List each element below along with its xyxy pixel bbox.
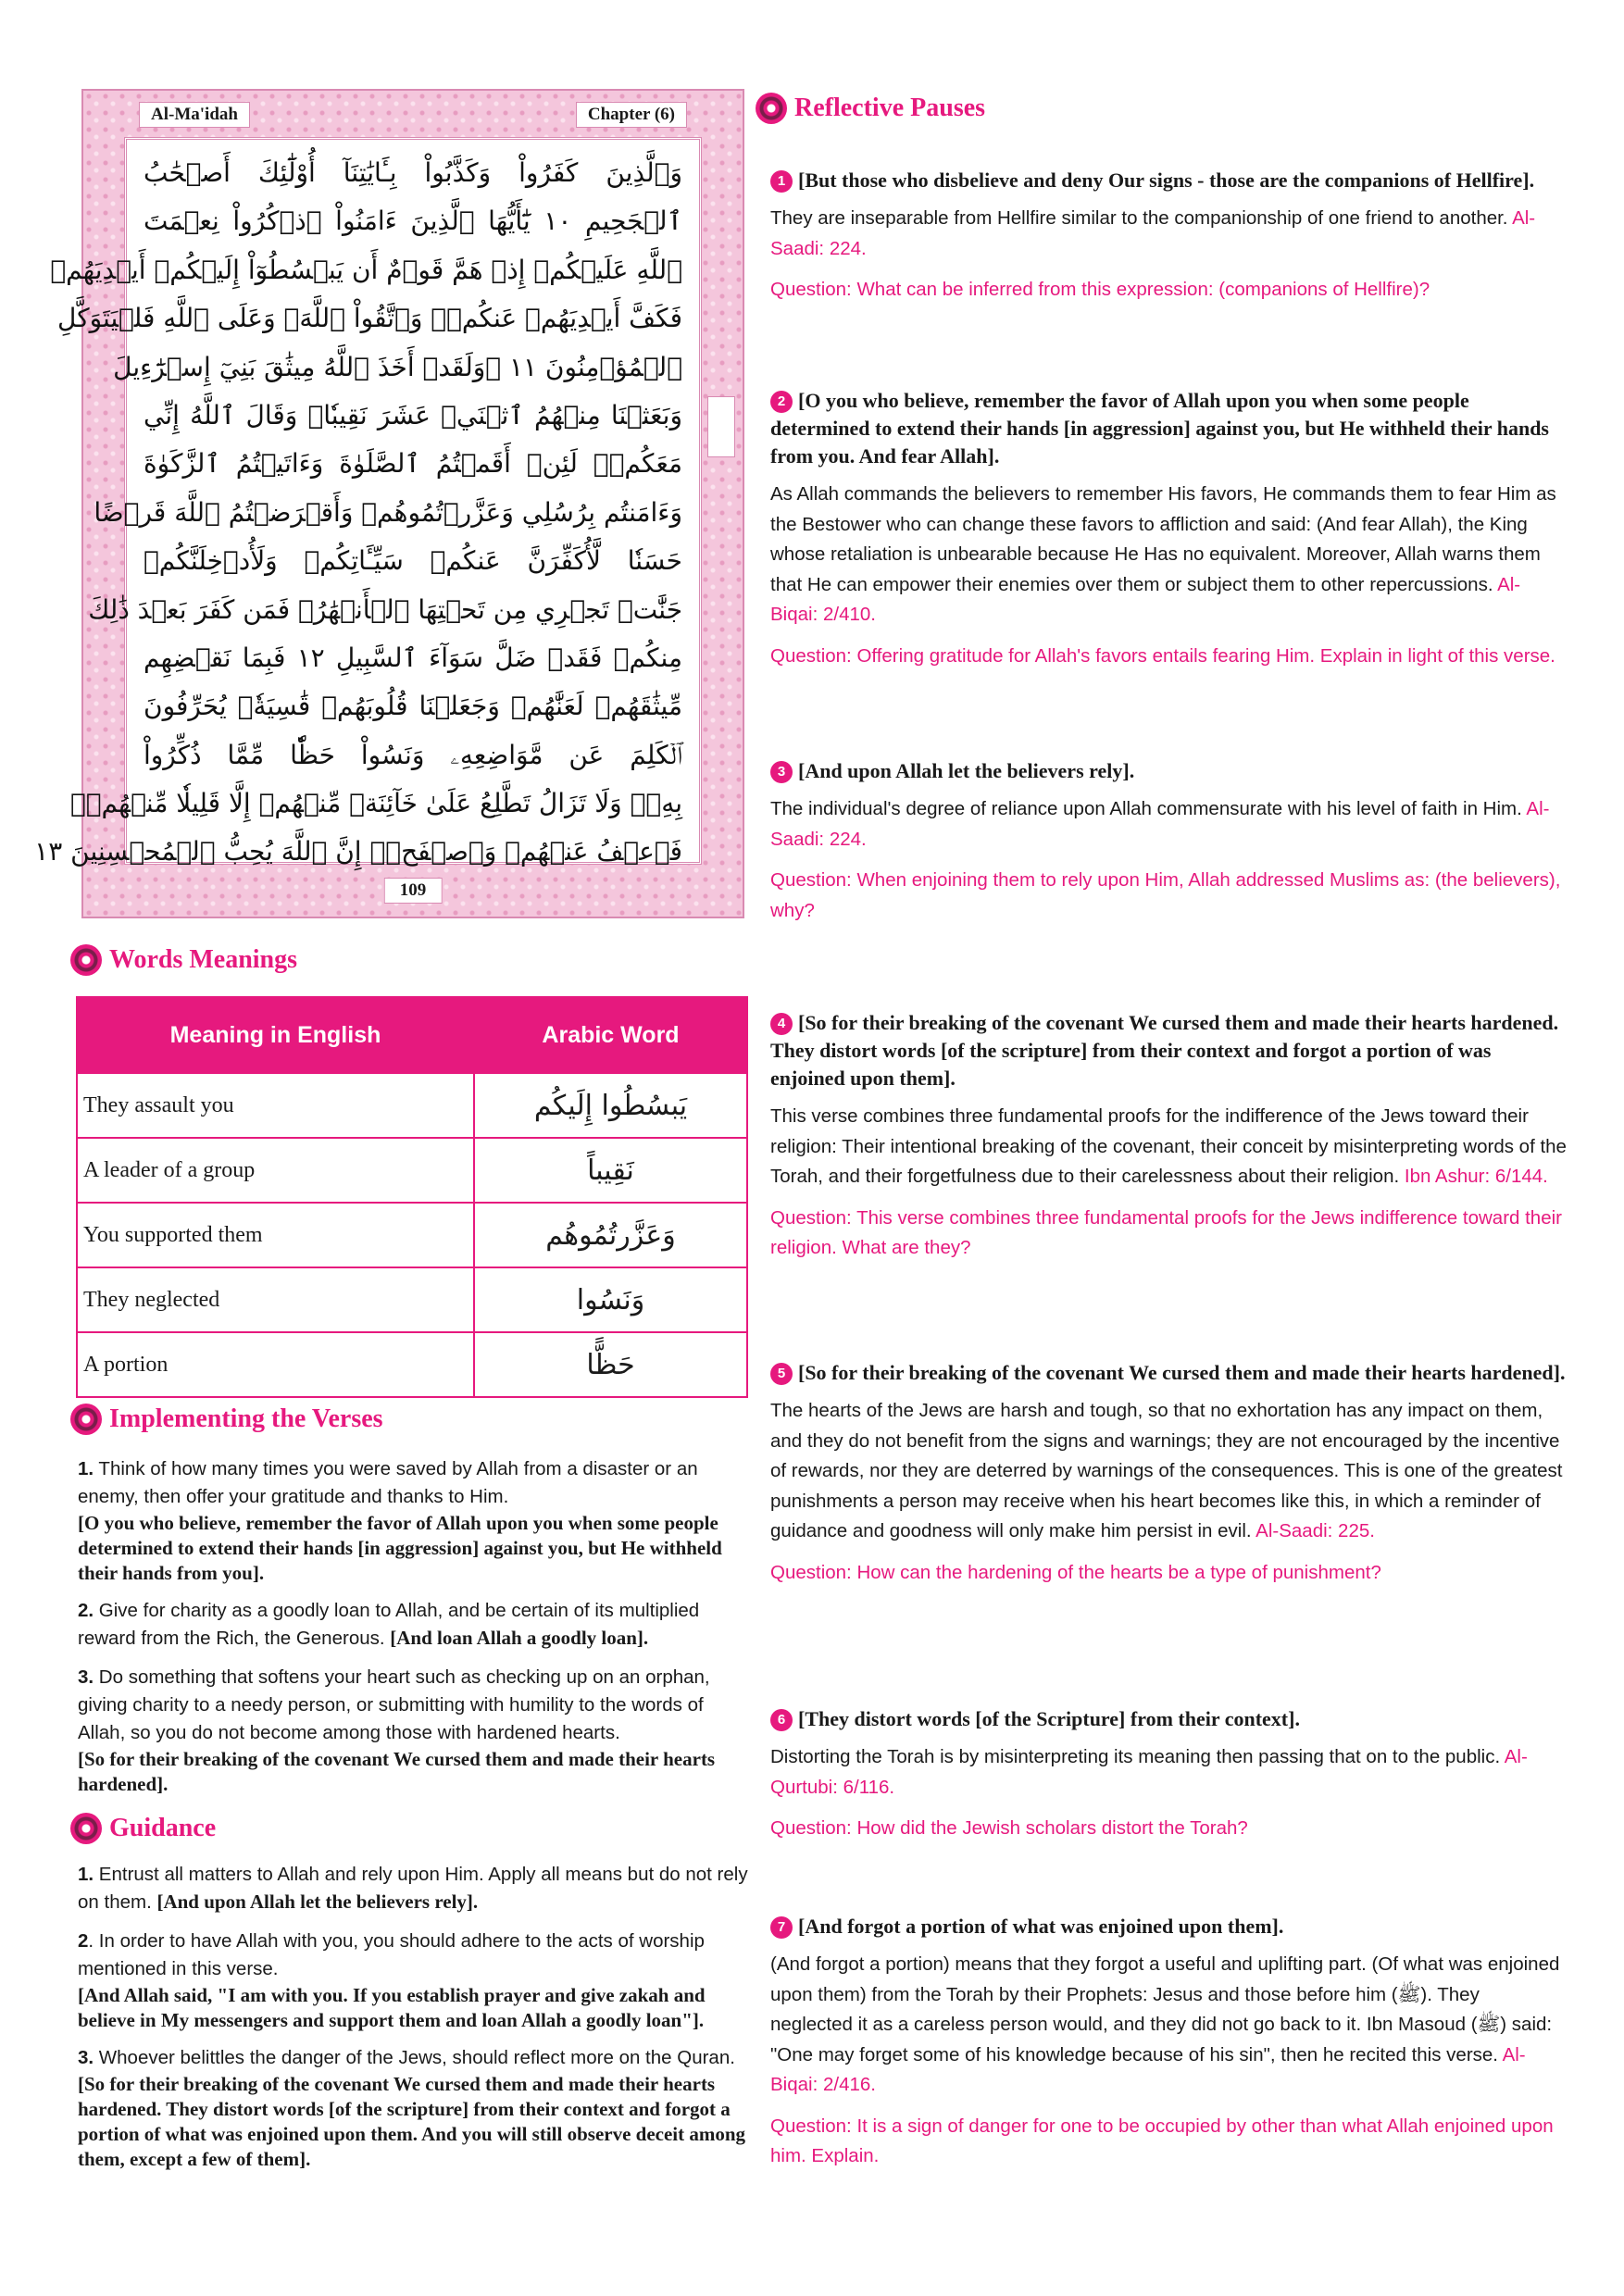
arabic-word: يَبسُطُوا إِلَيكُم (474, 1073, 747, 1138)
english-meaning: A portion (77, 1332, 474, 1397)
commentary-text: This verse combines three fundamental proofs for the indifference of the Jews toward their religion: Their intentional breaking of the covenant, their conceit by misinterpreting words of the Torah, and their forgetfulness due to their carelessness about their religion. (770, 1105, 1567, 1187)
quran-line: وَءَامَنتُم بِرُسُلِي وَعَزَّرۡتُمُوهُمۡ وَأَقۡرَضۡتُمُ ٱللَّهَ قَرۡضًا (94, 496, 682, 528)
item-verse: [And upon Allah let the believers rely]. (156, 1890, 479, 1913)
commentary-text: Distorting the Torah is by misinterpreting its meaning then passing that on to the public. (770, 1746, 1505, 1767)
source-reference: Ibn Ashur: 6/144. (1404, 1166, 1548, 1187)
source-reference: Al-Saadi: 224. (770, 798, 1550, 850)
reflection-verse (770, 167, 1567, 194)
source-reference: Al-Biqai: 2/410. (770, 573, 1521, 625)
quran-line: ٱللَّهِ عَلَيۡكُمۡ إِذۡ هَمَّ قَوۡمٌ أَن يَبۡسُطُوٓاْ إِلَيۡكُمۡ أَيۡدِيَهُمۡ (50, 254, 682, 285)
reflection-item (770, 167, 1567, 306)
quran-line: وَٱلَّذِينَ كَفَرُواْ وَكَذَّبُواْ بِـَٔايَٰتِنَآ أُوْلَٰٓئِكَ أَصۡحَٰبُ (144, 157, 682, 188)
reflection-question: Question: When enjoining them to rely upon Him, Allah addressed Muslims as: (the believers), why? (770, 869, 1561, 921)
table-row (77, 1138, 747, 1203)
english-meaning: A leader of a group (77, 1138, 474, 1203)
quran-line: ٱلۡكَلِمَ عَن مَّوَاضِعِهِۦ وَنَسُواْ حَظّٗا مِّمَّا ذُكِّرُواْ (144, 739, 682, 770)
item-number: 2. (78, 1600, 94, 1621)
reflection-item (770, 1359, 1567, 1588)
reflection-item (770, 387, 1567, 671)
reflection-body (770, 1102, 1567, 1192)
reflection-question: Question: This verse combines three fundamental proofs for the Jews indifference toward their religion. What are they? (770, 1206, 1562, 1258)
quran-line: مِنكُمۡ فَقَدۡ ضَلَّ سَوَآءَ ٱلسَّبِيلِ ١٢ فَبِمَا نَقۡضِهِم (144, 642, 682, 673)
quran-page-image (34, 89, 744, 918)
rosette-icon (756, 93, 787, 124)
item-text: . In order to have Allah with you, you should adhere to the acts of worship mentioned in this verse. (78, 1930, 705, 1979)
quran-line: ٱلۡمُؤۡمِنُونَ ١١ ۞وَلَقَدۡ أَخَذَ ٱللَّهُ مِيثَٰقَ بَنِيٓ إِسۡرَٰٓءِيلَ (113, 351, 682, 382)
arabic-word: نَقِيباً (474, 1138, 747, 1203)
source-reference: Al-Saadi: 224. (770, 207, 1536, 259)
source-reference: Al-Biqai: 2/416. (770, 2043, 1526, 2095)
col-header-arabic: Arabic Word (474, 997, 747, 1073)
number-badge: 5 (770, 1363, 793, 1385)
arabic-word: حَظًّا (474, 1332, 747, 1397)
item-number: 1. (78, 1458, 94, 1479)
item-number: 3. (78, 1666, 94, 1688)
implementing-list (78, 1455, 752, 1808)
reflection-item (770, 757, 1567, 926)
guidance-title: Guidance (109, 1814, 217, 1842)
reflection-question: Question: It is a sign of danger for one to be occupied by other than what Allah enjoined upon him. Explain. (770, 2115, 1554, 2166)
commentary-text: They are inseparable from Hellfire similar to the companionship of one friend to another. (770, 207, 1513, 229)
juz-marker-icon (707, 396, 735, 457)
arabic-word: وَنَسُوا (474, 1267, 747, 1332)
arabic-word: وَعَزَّرتُمُوهُم (474, 1203, 747, 1267)
number-badge: 1 (770, 170, 793, 193)
item-number: 3. (78, 2047, 94, 2068)
rosette-icon (70, 1404, 102, 1435)
quran-line: وَبَعَثۡنَا مِنۡهُمُ ٱثۡنَيۡ عَشَرَ نَقِيبٗاۖ وَقَالَ ٱللَّهُ إِنِّي (144, 399, 682, 430)
words-meanings-table (76, 996, 748, 1398)
reflection-body (770, 204, 1567, 264)
number-badge: 6 (770, 1709, 793, 1731)
implementing-title: Implementing the Verses (109, 1404, 383, 1433)
item-text: Do something that softens your heart such as checking up on an orphan, giving charity to a needy person, or submitting with humility to the words of Allah, so you do not become among those with hardened hearts. (78, 1666, 710, 1743)
words-meanings-heading (70, 944, 297, 976)
item-text: Give for charity as a goodly loan to Allah, and be certain of its multiplied reward from the Rich, the Generous. (78, 1600, 700, 1649)
quran-line: فَكَفَّ أَيۡدِيَهُمۡ عَنكُمۡۖ وَٱتَّقُواْ ٱللَّهَۚ وَعَلَى ٱللَّهِ فَلۡيَتَوَكَّلِ (57, 303, 682, 334)
english-meaning: You supported them (77, 1203, 474, 1267)
commentary-text: As Allah commands the believers to remember His favors, He commands them to fear Him as the Bestower who can change these favors to affliction and said: (And fear Allah), the King whose retaliation is unbearable because He Has no equivalent. Moreover, Allah warns them that He can empower their enemies over them or subject them to other repercussions. (770, 483, 1556, 595)
number-badge: 2 (770, 391, 793, 413)
table-row (77, 1332, 747, 1397)
quran-line: جَنَّٰتٖ تَجۡرِي مِن تَحۡتِهَا ٱلۡأَنۡهَٰرُۚ فَمَن كَفَرَ بَعۡدَ ذَٰلِكَ (88, 593, 682, 625)
reflection-question: Question: How can the hardening of the hearts be a type of punishment? (770, 1561, 1381, 1583)
list-item (78, 1861, 752, 1916)
mushaf-header (139, 102, 687, 128)
english-meaning: They neglected (77, 1267, 474, 1332)
verse-text: [So for their breaking of the covenant We cursed them and made their hearts hardened. They distort words [of the scripture] from their context and forgot a portion of was enjoined upon them]. (770, 1011, 1559, 1090)
table-row (77, 1203, 747, 1267)
quran-line: بِهِۦۚ وَلَا تَزَالُ تَطَّلِعُ عَلَىٰ خَآئِنَةٖ مِّنۡهُمۡ إِلَّا قَلِيلٗا مِّنۡهُمۡۖ (69, 788, 682, 819)
commentary-text: (And forgot a portion) means that they forgot a useful and uplifting part. (Of what was enjoined upon them) from the Torah by their Prophets: Jesus and those before him (ﷺ). They neglected it as a careless person would, and they did not go back to it. Ibn Masoud (ﷺ) said: "One may forget some of his knowledge because of his sin", then he recited this verse. (770, 1953, 1560, 2065)
verse-text: [So for their breaking of the covenant We cursed them and made their hearts hardened]. (798, 1361, 1566, 1384)
item-text: Entrust all matters to Allah and rely upon Him. Apply all means but do not rely on them. (78, 1864, 748, 1913)
list-item (78, 1455, 752, 1586)
quran-line: حَسَنٗا لَّأُكَفِّرَنَّ عَنكُمۡ سَيِّـَٔاتِكُمۡ وَلَأُدۡخِلَنَّكُمۡ (144, 545, 682, 577)
quran-line: ٱلۡجَحِيمِ ١٠ يَٰٓأَيُّهَا ٱلَّذِينَ ءَامَنُواْ ٱذۡكُرُواْ نِعۡمَتَ (144, 206, 682, 237)
number-badge: 4 (770, 1013, 793, 1035)
reflection-item (770, 1913, 1567, 2172)
reflection-body (770, 794, 1567, 855)
list-item (78, 2044, 752, 2172)
reflection-verse (770, 1359, 1567, 1387)
commentary-text: The hearts of the Jews are harsh and tough, so that no exhortation has any impact on them, and they do not benefit from the signs and warnings; they are not encouraged by the incentive of rewards, nor they are deterred by warnings of the consequences. This is one of the greatest punishments a person may receive when his heart becomes like this, in which a reminder of guidance and goodness will only make him persist in evil. (770, 1400, 1563, 1541)
reflection-item (770, 1009, 1567, 1264)
reflection-verse (770, 1913, 1567, 1940)
reflection-body (770, 1742, 1567, 1803)
reflective-title: Reflective Pauses (794, 94, 986, 122)
quran-line: فَٱعۡفُ عَنۡهُمۡ وَٱصۡفَحۡۚ إِنَّ ٱللَّهَ يُحِبُّ ٱلۡمُحۡسِنِينَ ١٣ (34, 836, 682, 867)
implementing-heading (70, 1404, 383, 1435)
source-reference: Al-Saadi: 225. (1255, 1520, 1375, 1541)
reflection-body (770, 1950, 1567, 2101)
item-text: Whoever belittles the danger of the Jews, should reflect more on the Quran. (94, 2047, 735, 2068)
reflection-verse (770, 1705, 1567, 1733)
reflection-item (770, 1705, 1567, 1844)
item-text: Think of how many times you were saved by Allah from a disaster or an enemy, then offer your gratitude and thanks to Him. (78, 1458, 698, 1507)
item-verse: [O you who believe, remember the favor of Allah upon you when some people determined to extend their hands [in aggression] against you, but He withheld their hands from you]. (78, 1512, 722, 1584)
item-verse: [And loan Allah a goodly loan]. (390, 1627, 649, 1649)
reflection-question: Question: How did the Jewish scholars distort the Torah? (770, 1817, 1248, 1839)
rosette-icon (70, 1813, 102, 1844)
reflection-verse (770, 1009, 1567, 1092)
col-header-english: Meaning in English (77, 997, 474, 1073)
guidance-heading (70, 1813, 216, 1844)
list-item (78, 1664, 752, 1797)
source-reference: Al-Qurtubi: 6/116. (770, 1746, 1528, 1798)
words-meanings-title: Words Meanings (109, 945, 298, 974)
verse-text: [They distort words [of the Scripture] from their context]. (798, 1707, 1300, 1730)
table-row (77, 1073, 747, 1138)
reflection-verse (770, 757, 1567, 785)
verse-text: [And forgot a portion of what was enjoined upon them]. (798, 1915, 1284, 1938)
table-header-row (77, 997, 747, 1073)
table-row (77, 1267, 747, 1332)
verse-text: [But those who disbelieve and deny Our signs - those are the companions of Hellfire]. (798, 168, 1535, 192)
item-verse: [So for their breaking of the covenant We cursed them and made their hearts hardened]. (78, 1748, 716, 1795)
number-badge: 7 (770, 1916, 793, 1939)
chapter-label: Chapter (6) (576, 102, 687, 128)
reflective-heading (756, 93, 985, 124)
reflection-verse (770, 387, 1567, 470)
list-item (78, 1597, 752, 1653)
quran-text-block (34, 137, 702, 867)
item-number: 1. (78, 1864, 94, 1885)
reflection-body (770, 480, 1567, 630)
item-verse: [So for their breaking of the covenant We cursed them and made their hearts hardened. They distort words [of the scripture] from their context and forgot a portion of what was enjoined upon them. And you will still observe deceit among them, except a few of them]. (78, 2073, 746, 2170)
commentary-text: The individual's degree of reliance upon Allah commensurate with his level of faith in Him. (770, 798, 1527, 819)
surah-name: Al-Ma'idah (139, 102, 250, 128)
quran-line: مَعَكُمۡۖ لَئِنۡ أَقَمۡتُمُ ٱلصَّلَوٰةَ وَءَاتَيۡتُمُ ٱلزَّكَوٰةَ (144, 448, 682, 480)
quran-line: مِّيثَٰقَهُمۡ لَعَنَّٰهُمۡ وَجَعَلۡنَا قُلُوبَهُمۡ قَٰسِيَةٗۖ يُحَرِّفُونَ (144, 691, 682, 722)
rosette-icon (70, 944, 102, 976)
reflection-body (770, 1396, 1567, 1547)
reflection-question: Question: Offering gratitude for Allah's favors entails fearing Him. Explain in light of this verse. (770, 644, 1555, 667)
english-meaning: They assault you (77, 1073, 474, 1138)
item-verse: [And Allah said, "I am with you. If you establish prayer and give zakah and believe in My messengers and support them and loan Allah a goodly loan"]. (78, 1984, 706, 2031)
reflection-question: Question: What can be inferred from this expression: (companions of Hellfire)? (770, 279, 1430, 300)
number-badge: 3 (770, 761, 793, 783)
verse-text: [O you who believe, remember the favor of Allah upon you when some people determined to extend their hands [in aggression] against you, but He withheld their hands from you. And fear Allah]. (770, 389, 1549, 468)
item-number: 2 (78, 1930, 89, 1952)
list-item (78, 1928, 752, 2033)
guidance-list (78, 1861, 752, 2183)
page-number: 109 (384, 878, 443, 904)
verse-text: [And upon Allah let the believers rely]. (798, 759, 1135, 782)
